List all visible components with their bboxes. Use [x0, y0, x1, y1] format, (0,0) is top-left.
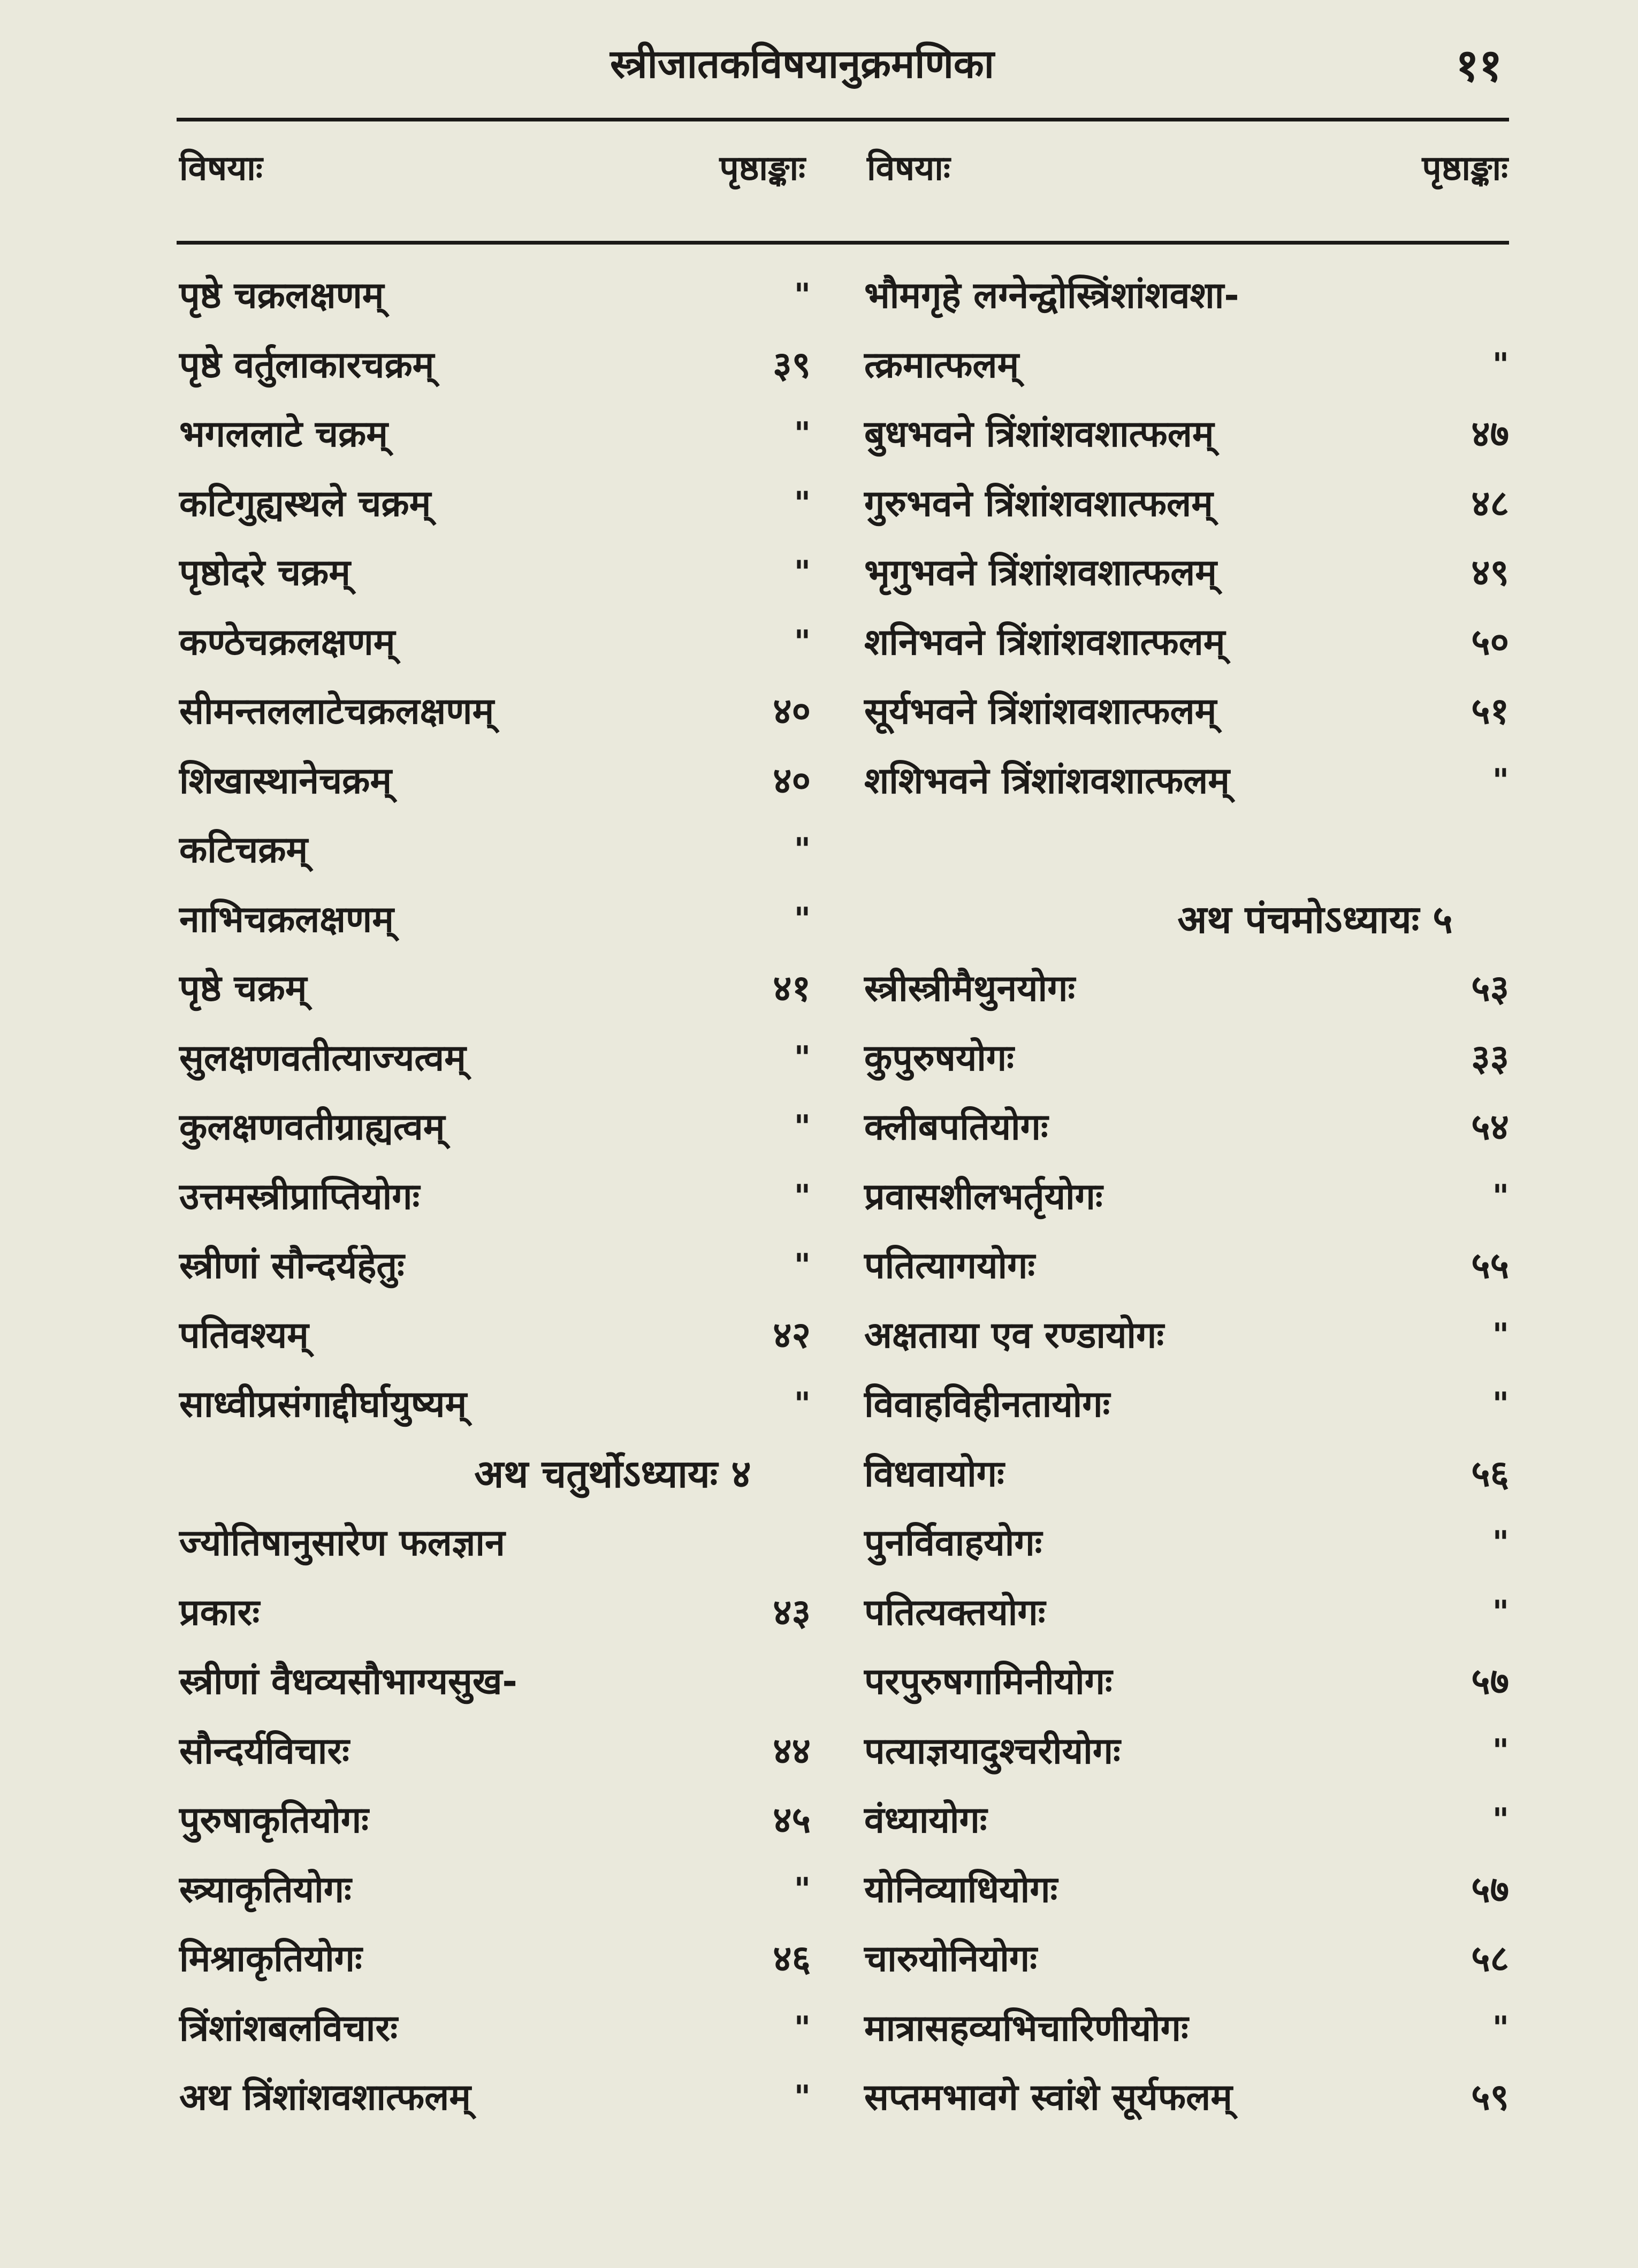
index-entry: [864, 954, 1509, 1024]
entry-topic: प्रवासशीलभर्तृयोगः: [864, 1175, 1103, 1218]
index-entry: [179, 954, 811, 1024]
entry-topic: सौन्दर्यविचारः: [179, 1730, 349, 1772]
index-entry: [864, 1786, 1509, 1855]
index-entry: [179, 261, 811, 331]
entry-topic: स्त्रीणां सौन्दर्यहेतुः: [179, 1245, 405, 1287]
entry-page-number: ५९: [1471, 2076, 1509, 2119]
entry-page-number: ५६: [1471, 1452, 1509, 1495]
entry-page-number: ": [794, 1177, 811, 1215]
entry-page-number: ४६: [773, 1938, 811, 1980]
entry-topic: मात्रासहव्यभिचारिणीयोगः: [864, 2007, 1188, 2050]
entry-topic: कटिगुह्यस्थले चक्रम्: [179, 482, 431, 525]
index-entry: [864, 1717, 1509, 1786]
index-entry: [864, 608, 1509, 678]
index-entry: [179, 1509, 811, 1578]
chapter-heading-text: अथ पंचमोऽध्यायः ५: [1177, 896, 1453, 942]
entry-page-number: ३३: [1471, 1037, 1509, 1079]
entry-topic: पत्याज्ञयादुश्चरीयोगः: [864, 1730, 1121, 1772]
index-entry: [179, 1162, 811, 1232]
header-top-rule: [177, 118, 1509, 121]
entry-topic: अथ त्रिंशांशवशात्फलम्: [179, 2076, 471, 2119]
entry-page-number: ": [1492, 1177, 1509, 1215]
entry-topic: सीमन्तललाटेचक्रलक्षणम्: [179, 690, 494, 733]
entry-page-number: ": [1492, 1593, 1509, 1631]
entry-page-number: ४०: [773, 759, 811, 802]
entry-page-number: ": [1492, 2009, 1509, 2047]
entry-topic: स्त्रीणां वैधव्यसौभाग्यसुख-: [179, 1661, 517, 1703]
entry-page-number: ": [794, 554, 811, 591]
index-entry: [179, 1093, 811, 1162]
entry-page-number: ": [1492, 1524, 1509, 1562]
entry-page-number: ४४: [773, 1730, 811, 1772]
entry-page-number: ५१: [1471, 690, 1509, 733]
page-number: ११: [1456, 39, 1503, 92]
index-entry: [864, 677, 1509, 747]
entry-topic: सुलक्षणवतीत्याज्यत्वम्: [179, 1037, 466, 1079]
running-title: स्त्रीजातकविषयानुक्रमणिका: [610, 41, 994, 87]
entry-topic: पृष्ठे चक्रलक्षणम्: [179, 275, 384, 317]
entry-topic: भौमगृहे लग्नेन्द्वोस्त्रिंशांशवशा-: [864, 275, 1239, 317]
entry-topic: साध्वीप्रसंगाद्दीर्घायुष्यम्: [179, 1383, 467, 1426]
entry-page-number: ": [794, 1870, 811, 1908]
entry-topic: भगललाटे चक्रम्: [179, 413, 388, 455]
entry-topic: सूर्यभवने त्रिंशांशवशात्फलम्: [864, 690, 1217, 733]
entry-topic: कटिचक्रम्: [179, 829, 308, 871]
entry-page-number: ": [794, 484, 811, 522]
index-entry: [864, 1924, 1509, 1994]
entry-page-number: ४९: [1471, 552, 1509, 594]
entry-topic: पृष्ठे चक्रम्: [179, 968, 307, 1010]
index-entry: [864, 1093, 1509, 1162]
index-entry: [179, 1578, 811, 1648]
entry-page-number: ": [1492, 1801, 1509, 1839]
entry-page-number: ": [1492, 1386, 1509, 1423]
entry-topic: मिश्राकृतियोगः: [179, 1938, 362, 1980]
entry-topic: पृष्ठे वर्तुलाकारचक्रम्: [179, 344, 435, 386]
index-entry: [864, 1024, 1509, 1093]
entry-page-number: ५०: [1471, 621, 1509, 664]
entry-page-number: ": [794, 2009, 811, 2047]
entry-topic: क्लीबपतियोगः: [864, 1106, 1048, 1148]
index-entry: [179, 747, 811, 816]
right-index-column: [864, 261, 1509, 2133]
entry-page-number: ५७: [1471, 1868, 1509, 1911]
entry-topic: उत्तमस्त्रीप्राप्तियोगः: [179, 1175, 420, 1218]
entry-page-number: ४१: [773, 968, 811, 1010]
index-entry: [179, 1370, 811, 1440]
entry-topic: ज्योतिषानुसारेण फलज्ञान: [179, 1522, 505, 1564]
chapter-heading: [864, 885, 1509, 955]
index-entry: [179, 1231, 811, 1301]
entry-topic: अक्षताया एव रण्डायोगः: [864, 1314, 1164, 1357]
entry-page-number: ": [794, 415, 811, 453]
index-entry: [179, 1786, 811, 1855]
entry-topic: वंध्यायोगः: [864, 1799, 987, 1841]
entry-page-number: ": [794, 277, 811, 314]
entry-page-number: ": [1492, 1316, 1509, 1354]
index-entry: [864, 1509, 1509, 1578]
chapter-heading: [179, 1440, 811, 1509]
index-entry: [179, 677, 811, 747]
entry-page-number: ": [794, 1247, 811, 1284]
column-header-topic-right: विषयाः: [867, 149, 950, 188]
index-entry: [179, 1994, 811, 2064]
index-entry: [179, 1855, 811, 1925]
entry-topic: गुरुभवने त्रिंशांशवशात्फलम्: [864, 482, 1213, 525]
left-index-column: [179, 261, 811, 2133]
entry-page-number: ": [1492, 346, 1509, 384]
chapter-heading-text: अथ चतुर्थोऽध्यायः ४: [474, 1451, 751, 1496]
index-entry: [864, 747, 1509, 816]
entry-topic: कुलक्षणवतीग्राह्यत्वम्: [179, 1106, 445, 1148]
index-entry: [864, 400, 1509, 469]
index-entry: [179, 1924, 811, 1994]
entry-page-number: ४८: [1471, 482, 1509, 525]
entry-topic: शिखास्थानेचक्रम्: [179, 759, 392, 802]
entry-page-number: ": [794, 623, 811, 661]
entry-page-number: ": [794, 900, 811, 938]
index-entry: [864, 538, 1509, 608]
index-entry: [864, 1301, 1509, 1371]
index-entry: [179, 608, 811, 678]
index-entry: [179, 885, 811, 955]
header-bottom-rule: [177, 241, 1509, 245]
index-entry: [864, 1231, 1509, 1301]
index-entry: [179, 2063, 811, 2133]
index-entry: [864, 469, 1509, 539]
entry-topic: स्त्रीस्त्रीमैथुनयोगः: [864, 968, 1076, 1010]
entry-page-number: ५४: [1471, 1106, 1509, 1148]
index-entry: [864, 1440, 1509, 1509]
entry-topic: योनिव्याधियोगः: [864, 1868, 1058, 1911]
index-entry: [179, 1301, 811, 1371]
index-entry: [864, 816, 1509, 885]
entry-page-number: ५८: [1471, 1938, 1509, 1980]
column-header-page-right: पृष्ठाङ्काः: [1422, 149, 1508, 188]
index-entry: [864, 1855, 1509, 1925]
entry-topic: पतित्यागयोगः: [864, 1245, 1035, 1287]
entry-topic: पतित्यक्तयोगः: [864, 1591, 1046, 1634]
entry-topic: पुरुषाकृतियोगः: [179, 1799, 369, 1841]
entry-topic: भृगुभवने त्रिंशांशवशात्फलम्: [864, 552, 1217, 594]
column-header-page-left: पृष्ठाङ्काः: [719, 149, 805, 188]
entry-page-number: ": [794, 1386, 811, 1423]
index-entry: [864, 1578, 1509, 1648]
index-entry: [179, 331, 811, 400]
entry-topic: विधवायोगः: [864, 1452, 1004, 1495]
entry-topic: पुनर्विवाहयोगः: [864, 1522, 1042, 1564]
column-header-topic-left: विषयाः: [179, 149, 263, 188]
index-entry: [179, 538, 811, 608]
entry-topic: चारुयोनियोगः: [864, 1938, 1037, 1980]
entry-topic: कुपुरुषयोगः: [864, 1037, 1014, 1079]
entry-page-number: ": [794, 831, 811, 869]
entry-topic: कण्ठेचक्रलक्षणम्: [179, 621, 395, 664]
index-entry: [179, 816, 811, 885]
entry-topic: विवाहविहीनतायोगः: [864, 1383, 1110, 1426]
index-entry: [179, 400, 811, 469]
entry-topic: पतिवश्यम्: [179, 1314, 309, 1357]
entry-page-number: ": [1492, 1732, 1509, 1770]
entry-topic: त्रिंशांशबलविचारः: [179, 2007, 398, 2050]
entry-topic: त्क्रमात्फलम्: [864, 344, 1019, 386]
index-entry: [179, 1717, 811, 1786]
entry-page-number: ४७: [1471, 413, 1509, 455]
index-entry: [864, 1647, 1509, 1717]
entry-topic: शनिभवने त्रिंशांशवशात्फलम्: [864, 621, 1225, 664]
entry-topic: सप्तमभावगे स्वांशे सूर्यफलम्: [864, 2076, 1232, 2119]
entry-page-number: ": [794, 2079, 811, 2116]
entry-topic: स्त्र्याकृतियोगः: [179, 1868, 352, 1911]
entry-topic: परपुरुषगामिनीयोगः: [864, 1661, 1113, 1703]
entry-topic: पृष्ठोदरे चक्रम्: [179, 552, 351, 594]
index-entry: [179, 1647, 811, 1717]
entry-page-number: ": [794, 1039, 811, 1077]
entry-topic: प्रकारः: [179, 1591, 260, 1634]
entry-topic: नाभिचक्रलक्षणम्: [179, 898, 394, 941]
index-entry: [864, 261, 1509, 331]
entry-topic: शशिभवने त्रिंशांशवशात्फलम्: [864, 759, 1230, 802]
entry-page-number: ": [1492, 762, 1509, 800]
index-entry: [179, 1024, 811, 1093]
entry-topic: बुधभवने त्रिंशांशवशात्फलम्: [864, 413, 1214, 455]
index-entry: [864, 1162, 1509, 1232]
entry-page-number: ४३: [773, 1591, 811, 1634]
index-entry: [179, 469, 811, 539]
entry-page-number: ५७: [1471, 1661, 1509, 1703]
entry-page-number: ४५: [773, 1799, 811, 1841]
entry-page-number: ४२: [773, 1314, 811, 1357]
index-entry: [864, 331, 1509, 400]
entry-page-number: ३९: [773, 344, 811, 386]
index-entry: [864, 1994, 1509, 2064]
entry-page-number: ४०: [773, 690, 811, 733]
index-entry: [864, 2063, 1509, 2133]
entry-page-number: ५३: [1471, 968, 1509, 1010]
entry-page-number: ": [794, 1108, 811, 1146]
index-entry: [864, 1370, 1509, 1440]
entry-page-number: ५५: [1471, 1245, 1509, 1287]
